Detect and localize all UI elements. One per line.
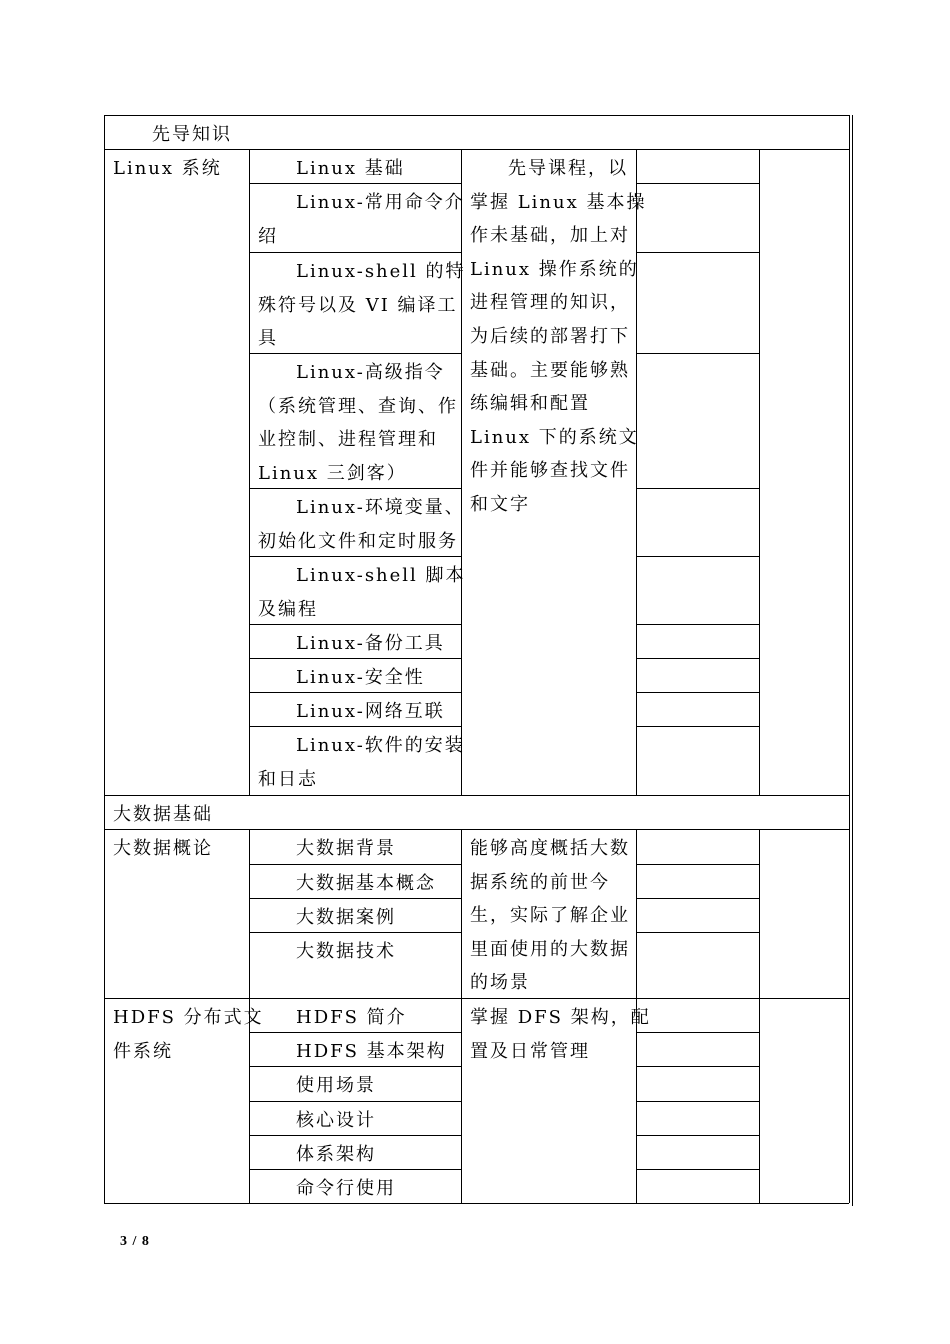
page-number: 3 / 8 (120, 1234, 150, 1249)
section-divider (104, 795, 849, 796)
topic-item: Linux-shell 脚本 (296, 565, 466, 586)
status-row-divider (636, 658, 759, 659)
topic-item: Linux-常用命令介 (296, 192, 465, 213)
module-goal: 和文字 (470, 494, 530, 515)
status-row-divider (636, 252, 759, 253)
topic-item: Linux-安全性 (296, 667, 425, 688)
table-top-border (104, 115, 849, 116)
topic-item: 绍 (258, 225, 278, 247)
topic-row-divider (249, 353, 461, 354)
topic-item: 大数据基本概念 (296, 873, 436, 894)
status-row-divider (636, 1101, 759, 1102)
topic-item: （系统管理、查询、作 (258, 395, 458, 417)
status-row-divider (636, 1135, 759, 1136)
topic-item: 及编程 (258, 598, 318, 620)
table-rule (461, 829, 462, 998)
topic-item: 业控制、进程管理和 (258, 429, 438, 451)
module-name: 件系统 (113, 1040, 173, 1062)
table-rule (759, 998, 760, 1203)
status-row-divider (636, 898, 759, 899)
topic-item: Linux-环境变量、 (296, 497, 465, 518)
topic-item: HDFS 简介 (296, 1007, 407, 1028)
module-name: 大数据概论 (113, 838, 213, 859)
module-name: Linux 系统 (113, 158, 222, 179)
module-goal: 里面使用的大数据 (470, 938, 630, 960)
status-row-divider (636, 1169, 759, 1170)
status-row-divider (636, 488, 759, 489)
topic-item: 命令行使用 (296, 1178, 396, 1199)
topic-item: HDFS 基本架构 (296, 1041, 447, 1062)
module-goal: 先导课程，以 (508, 158, 628, 179)
module-goal: 基础。主要能够熟 (470, 359, 630, 381)
status-row-divider (636, 353, 759, 354)
topic-item: Linux-shell 的特 (296, 261, 466, 282)
topic-item: Linux-软件的安装 (296, 735, 465, 756)
table-left-border (104, 115, 105, 1203)
topic-item: 具 (258, 328, 278, 350)
topic-item: Linux 三剑客） (258, 462, 407, 484)
topic-item: Linux-网络互联 (296, 701, 445, 722)
section-divider (104, 829, 849, 830)
module-goal: 掌握 Linux 基本操 (470, 191, 647, 213)
module-goal: 置及日常管理 (470, 1040, 590, 1062)
table-rule (636, 149, 637, 795)
topic-item: 核心设计 (296, 1110, 376, 1131)
topic-item: 初始化文件和定时服务 (258, 530, 458, 552)
topic-item: 大数据背景 (296, 838, 396, 859)
table-rule (759, 149, 760, 795)
topic-item: Linux-备份工具 (296, 633, 445, 654)
module-goal: 练编辑和配置 (470, 393, 590, 415)
topic-item: Linux 基础 (296, 158, 405, 179)
module-goal: 掌握 DFS 架构，配 (470, 1007, 651, 1028)
table-rule (636, 829, 637, 998)
table-right-border-double (852, 115, 853, 1206)
status-row-divider (636, 556, 759, 557)
table-rule (759, 829, 760, 998)
module-goal: Linux 操作系统的 (470, 258, 639, 280)
section-divider (104, 149, 849, 150)
table-bottom-border (104, 1203, 849, 1204)
topic-item: 殊符号以及 VI 编译工 (258, 294, 458, 316)
status-row-divider (636, 1032, 759, 1033)
module-goal: Linux 下的系统文 (470, 426, 639, 448)
topic-item: 体系架构 (296, 1144, 376, 1165)
table-rule (461, 998, 462, 1203)
status-row-divider (636, 864, 759, 865)
status-row-divider (636, 183, 759, 184)
module-goal: 件并能够查找文件 (470, 460, 630, 482)
topic-item: 和日志 (258, 768, 318, 790)
topic-item: 使用场景 (296, 1075, 376, 1096)
topic-item: Linux-高级指令 (296, 362, 445, 383)
section-title-bigdata: 大数据基础 (113, 804, 213, 825)
status-row-divider (636, 726, 759, 727)
module-goal: 的场景 (470, 972, 530, 994)
status-row-divider (636, 624, 759, 625)
module-goal: 能够高度概括大数 (470, 838, 630, 859)
module-goal: 据系统的前世今 (470, 871, 610, 893)
topic-item: 大数据技术 (296, 941, 396, 962)
module-goal: 为后续的部署打下 (470, 326, 630, 347)
status-row-divider (636, 1066, 759, 1067)
status-row-divider (636, 932, 759, 933)
section-title-prerequisite: 先导知识 (152, 124, 232, 145)
module-name: HDFS 分布式文 (113, 1007, 264, 1028)
topic-row-divider (249, 252, 461, 253)
module-goal: 生，实际了解企业 (470, 905, 630, 927)
table-rule (249, 149, 250, 795)
topic-item: 大数据案例 (296, 907, 396, 928)
module-goal: 进程管理的知识， (470, 292, 630, 314)
module-goal: 作未基础，加上对 (470, 225, 630, 247)
status-row-divider (636, 692, 759, 693)
table-right-border (849, 115, 850, 1203)
table-rule (461, 149, 462, 795)
table-rule (249, 829, 250, 998)
